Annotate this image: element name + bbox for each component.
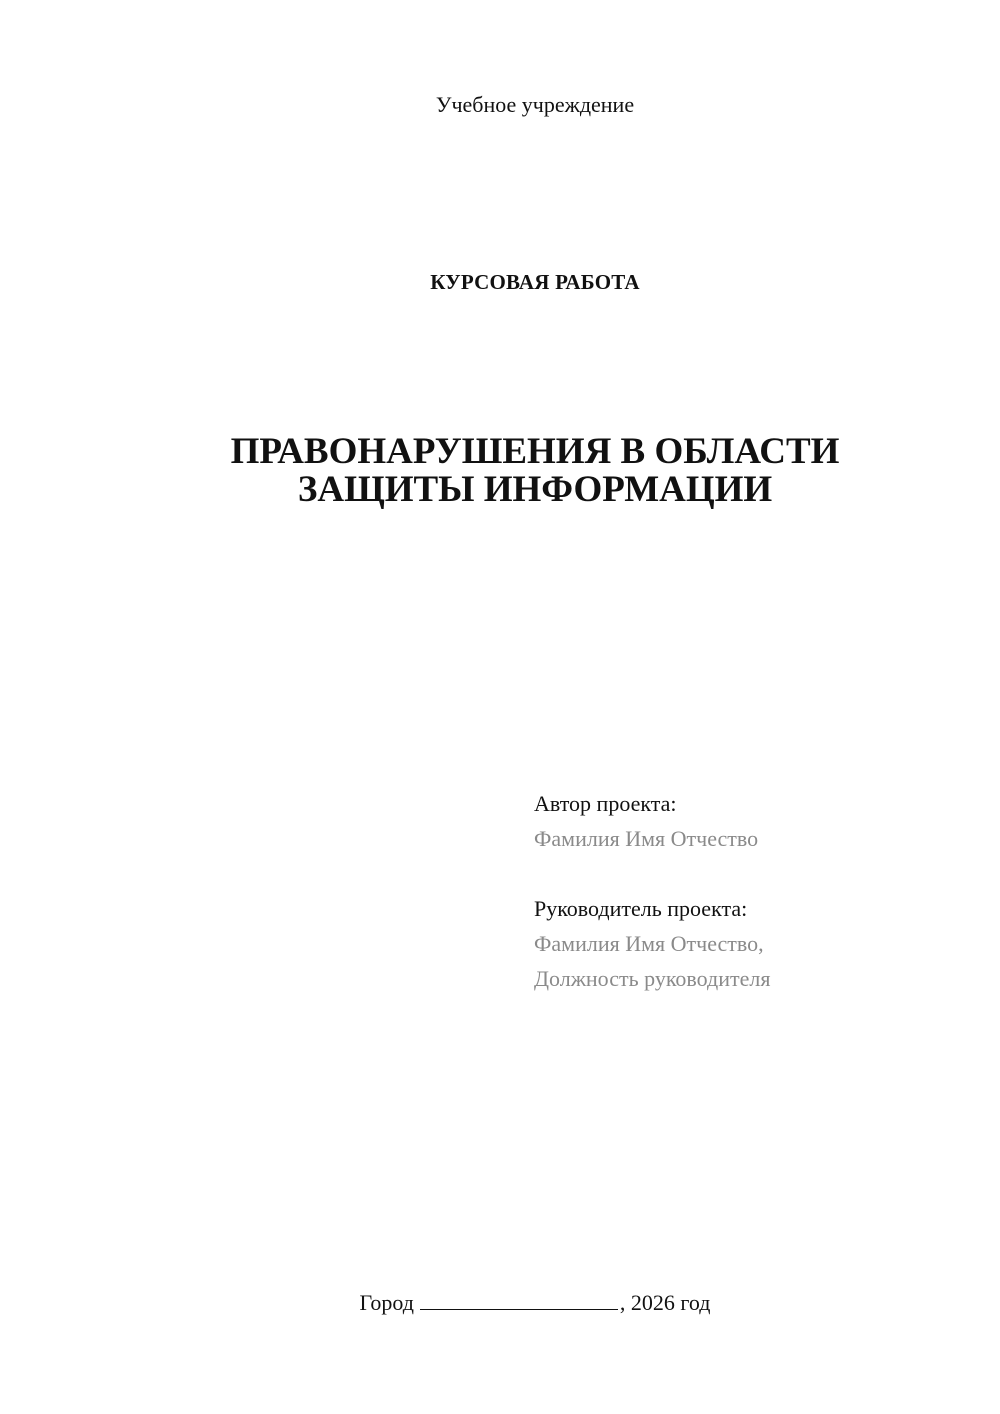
document-type: КУРСОВАЯ РАБОТА: [430, 270, 640, 294]
supervisor-name: Фамилия Имя Отчество,: [534, 931, 764, 956]
city-blank-line: [420, 1287, 618, 1310]
year-text: , 2026 год: [619, 1290, 711, 1315]
supervisor-label: Руководитель проекта:: [534, 896, 748, 921]
footer-city-year: [0, 1286, 1000, 1320]
author-name: Фамилия Имя Отчество: [534, 826, 759, 851]
institution-name: Учебное учреждение: [435, 92, 635, 117]
author-label: Автор проекта:: [534, 791, 677, 816]
author-block: [534, 786, 758, 856]
supervisor-block: [534, 891, 770, 996]
document-title: [0, 433, 1000, 509]
supervisor-position: Должность руководителя: [534, 966, 771, 991]
title-line-1: ПРАВОНАРУШЕНИЯ В ОБЛАСТИ: [230, 431, 840, 472]
title-line-2: ЗАЩИТЫ ИНФОРМАЦИИ: [297, 469, 773, 510]
city-label: Город: [359, 1290, 414, 1315]
